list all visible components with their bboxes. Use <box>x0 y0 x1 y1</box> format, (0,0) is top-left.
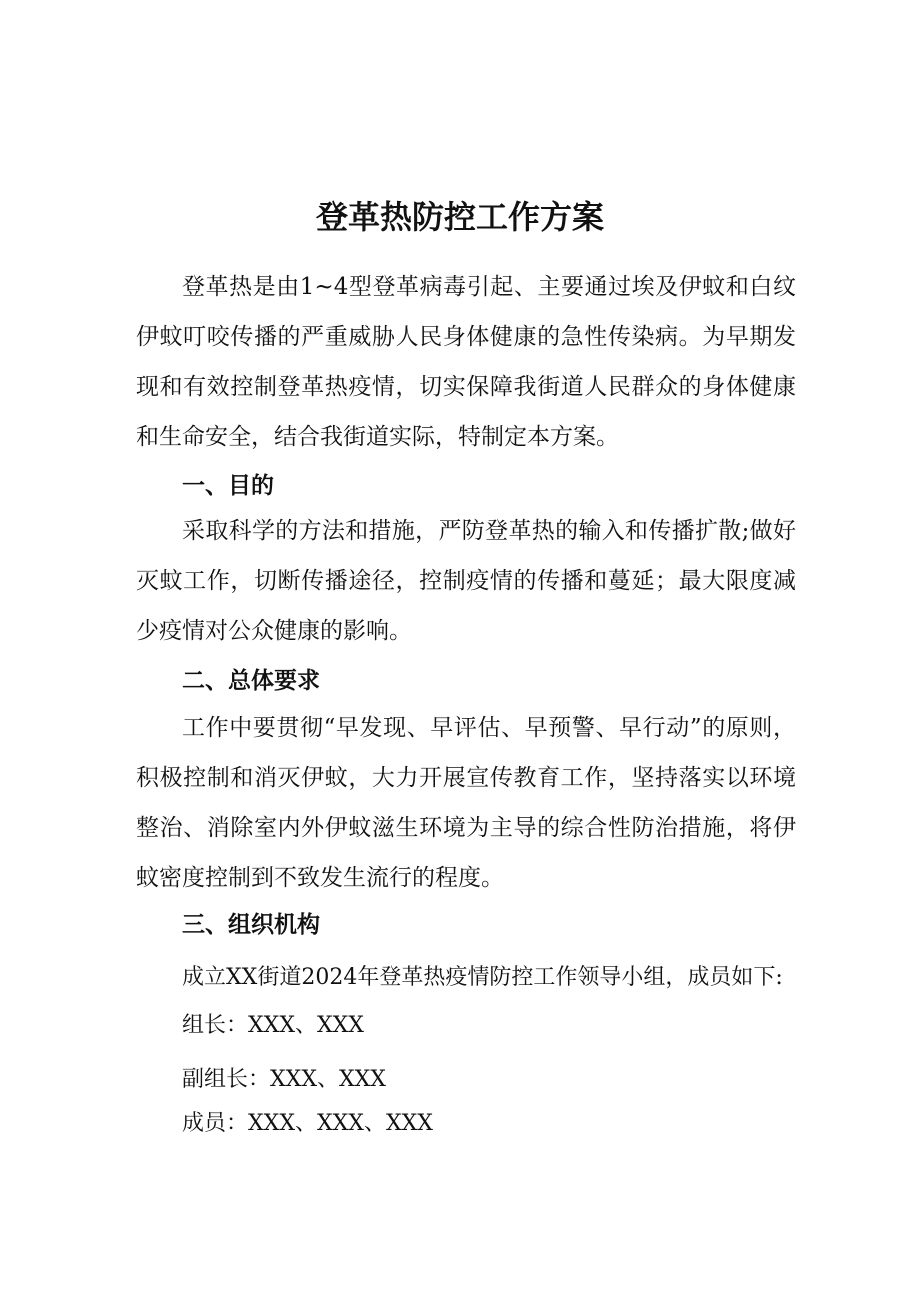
section-heading-purpose: 一、目的 <box>182 473 274 499</box>
document-title: 登革热防控工作方案 <box>315 198 604 237</box>
section-heading-organization: 三、组织机构 <box>182 912 320 938</box>
section-body-requirements: 工作中要贯彻“早发现、早评估、早预警、早行动”的原则，积极控制和消灭伊蚊，大力开展宣传教育工作，坚持落实以环境整治、消除室内外伊蚊滋生环境为主导的综合性防治措施，将伊蚊密度控制到不致发生流行的程度。 <box>136 715 796 891</box>
organization-intro-line: 成立XX街道2024年登革热疫情防控工作领导小组，成员如下: <box>182 965 783 990</box>
section-body-purpose: 采取科学的方法和措施，严防登革热的输入和传播扩散;做好灭蚊工作，切断传播途径，控制疫情的传播和蔓延；最大限度减少疫情对公众健康的影响。 <box>136 518 796 644</box>
team-leader-line: 组长：XXX、XXX <box>182 1013 364 1038</box>
deputy-leader-line: 副组长：XXX、XXX <box>182 1067 386 1092</box>
intro-paragraph: 登革热是由1~4型登革病毒引起、主要通过埃及伊蚊和白纹伊蚊叮咬传播的严重威胁人民身体健康的急性传染病。为早期发现和有效控制登革热疫情，切实保障我街道人民群众的身体健康和生命安全，结合我街道实际，特制定本方案。 <box>136 274 796 450</box>
members-line: 成员：XXX、XXX、XXX <box>182 1111 433 1136</box>
section-heading-requirements: 二、总体要求 <box>182 668 320 694</box>
